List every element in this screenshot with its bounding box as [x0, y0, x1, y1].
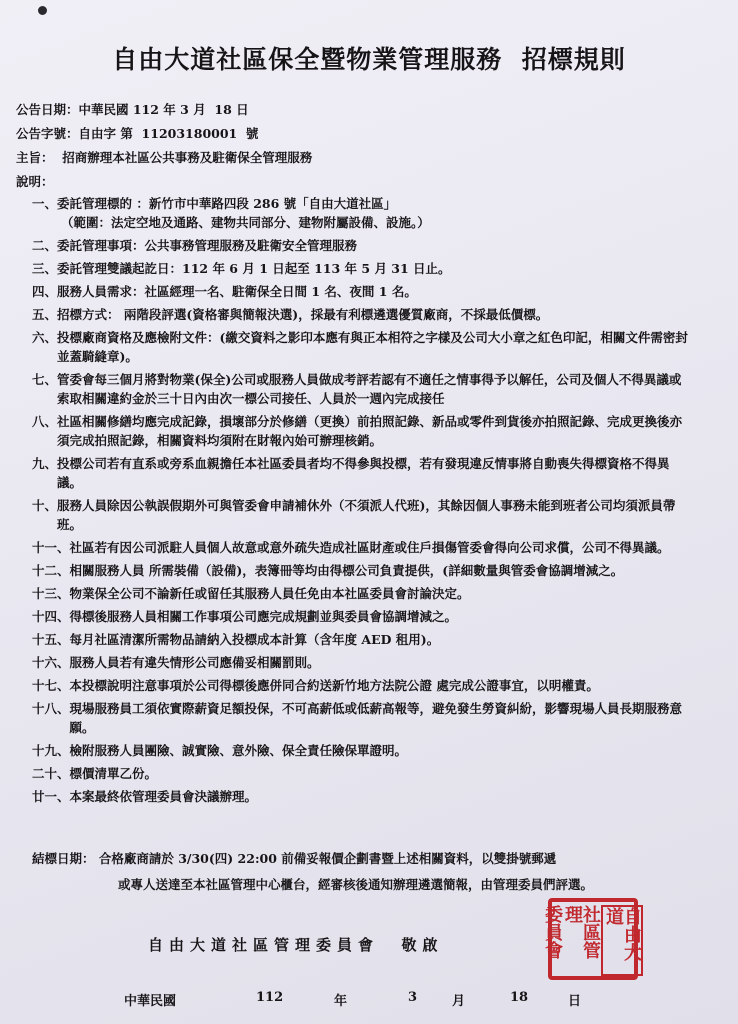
seal-column-3: 委員會	[542, 905, 563, 959]
item-text-main: 檢附服務人員團險、誠實險、意外險、保全責任險保單證明。	[69, 743, 408, 758]
footer-era: 中華民國	[124, 994, 177, 1009]
item-text-main: 委託管理雙議起訖日：112 年 6 月 1 日起至 113 年 5 月 31 日止。	[57, 261, 451, 276]
punch-hole-icon	[38, 6, 47, 15]
list-item	[32, 282, 692, 301]
seal-column-1: 自由大道	[601, 905, 643, 976]
committee-seal-stamp	[542, 898, 642, 980]
list-item	[32, 584, 692, 603]
item-number: 七、	[32, 372, 58, 387]
committee-signoff: 自由大道社區管理委員會 敬啟	[148, 936, 444, 954]
item-number: 十一、	[32, 540, 70, 555]
item-text-main: 委託管理標的 ：新竹市中華路四段 286 號「自由大道社區」	[57, 196, 397, 211]
item-text	[57, 194, 692, 232]
announce-date: 公告日期：中華民國 112 年 3 月 18 日	[16, 102, 249, 117]
list-item	[32, 630, 692, 649]
subject-line: 主旨： 招商辦理本社區公共事務及駐衛保全管理服務	[16, 150, 313, 165]
list-item	[32, 259, 692, 278]
item-text	[57, 370, 692, 408]
item-text	[70, 538, 692, 557]
item-number: 廿一、	[32, 789, 70, 804]
list-item	[32, 699, 692, 737]
item-number: 三、	[32, 261, 58, 276]
list-item	[32, 236, 692, 255]
item-text	[70, 699, 692, 737]
item-text	[57, 454, 692, 492]
list-item	[32, 194, 692, 232]
item-number: 九、	[32, 456, 58, 471]
list-item	[32, 496, 692, 534]
item-text-main: 投標公司若有直系或旁系血親擔任本社區委員者均不得參與投標，若有發現違反情事將自動喪失得標資格不得異議。	[57, 456, 670, 490]
item-text	[57, 328, 692, 366]
list-item	[32, 676, 692, 695]
document-title: 自由大道社區保全暨物業管理服務 招標規則	[112, 45, 626, 74]
item-text-main: 每月社區清潔所需物品請納入投標成本計算（含年度 AED 租用)。	[69, 632, 440, 647]
item-text	[70, 676, 692, 695]
item-number: 十四、	[32, 609, 70, 624]
item-text	[57, 412, 692, 450]
item-number: 十二、	[32, 563, 70, 578]
item-number: 十八、	[32, 701, 70, 716]
item-number: 二十、	[32, 766, 70, 781]
item-number: 八、	[32, 414, 58, 429]
item-text	[57, 305, 692, 324]
list-item	[32, 454, 692, 492]
item-text-main: 社區相關修繕均應完成記錄，損壞部分於修繕（更換）前拍照記錄、新品或零件到貨後亦拍照記錄、完成更換後亦須完成拍照記錄，相關資料均須附在財報內始可辦理核銷。	[57, 414, 683, 448]
item-number: 十五、	[32, 632, 70, 647]
item-number: 十、	[32, 498, 58, 513]
announce-number: 公告字號：自由字 第 11203180001 號	[16, 126, 259, 141]
item-text	[57, 236, 692, 255]
item-text	[70, 741, 692, 760]
item-text-main: 相關服務人員 所需裝備（設備)，表簿冊等均由得標公司負責提供，(詳細數量與管委會協調增減之。	[69, 563, 624, 578]
item-note: （範圍：法定空地及通路、建物共同部分、建物附屬設備、設施。）	[61, 215, 430, 230]
list-item	[32, 328, 692, 366]
item-text	[70, 764, 692, 783]
list-item	[32, 538, 692, 557]
list-item	[32, 787, 692, 806]
footer-year: 112	[256, 990, 284, 1005]
item-text	[57, 282, 692, 301]
list-item	[32, 370, 692, 408]
item-number: 二、	[32, 238, 58, 253]
item-text-main: 標價清單乙份。	[69, 766, 158, 781]
explanation-list	[32, 194, 692, 810]
item-text-main: 委託管理事項：公共事務管理服務及駐衛安全管理服務	[57, 238, 358, 253]
seal-column-2: 社區管理	[562, 905, 601, 959]
footer-month-unit: 月	[452, 994, 466, 1009]
closing-line-2: 或專人送達至本社區管理中心櫃台，經審核後通知辦理遴選簡報，由管理委員們評選。	[118, 877, 594, 892]
footer-day-unit: 日	[568, 994, 582, 1009]
item-text-main: 物業保全公司不論新任或留任其服務人員任免由本社區委員會討論決定。	[69, 586, 470, 601]
item-text	[57, 259, 692, 278]
footer-month: 3	[408, 990, 418, 1005]
list-item	[32, 305, 692, 324]
list-item	[32, 607, 692, 626]
item-text	[70, 630, 692, 649]
closing-line-1: 結標日期： 合格廠商請於 3/30(四) 22:00 前備妥報價企劃書暨上述相關資料，以雙掛號郵遞	[32, 851, 557, 866]
item-number: 十六、	[32, 655, 70, 670]
item-number: 四、	[32, 284, 58, 299]
item-number: 十九、	[32, 743, 70, 758]
list-item	[32, 741, 692, 760]
item-text-main: 服務人員除因公執誤假期外可與管委會申請補休外（不須派人代班)，其餘因個人事務未能到班者公司均須派員帶班。	[57, 498, 676, 532]
item-number: 十七、	[32, 678, 70, 693]
list-item	[32, 561, 692, 580]
item-text-main: 服務人員若有違失情形公司應備妥相關罰則。	[69, 655, 320, 670]
item-text-main: 得標後服務人員相關工作事項公司應完成規劃並與委員會協調增減之。	[69, 609, 458, 624]
item-text	[70, 584, 692, 603]
item-number: 五、	[32, 307, 58, 322]
item-text	[70, 561, 692, 580]
item-text-main: 本案最終依管理委員會決議辦理。	[69, 789, 258, 804]
footer-year-unit: 年	[334, 994, 348, 1009]
list-item	[32, 653, 692, 672]
item-text-main: 服務人員需求：社區經理一名、駐衛保全日間 1 名、夜間 1 名。	[57, 284, 417, 299]
closing-date-paragraph	[32, 846, 712, 898]
footer-day: 18	[510, 990, 529, 1005]
list-item	[32, 412, 692, 450]
item-text-main: 管委會每三個月將對物業(保全)公司或服務人員做成考評若認有不適任之情事得予以解任，公司及個人不得異議或索取相關違約金於三十日內由次一標公司接任、人員於一週內完成接任	[57, 372, 682, 406]
item-text-main: 投標廠商資格及應檢附文件：(繳交資料之影印本應有與正本相符之字樣及公司大小章之紅色印記，相關文件需密封並蓋騎縫章)。	[57, 330, 688, 364]
item-text-main: 招標方式： 兩階段評選(資格審與簡報決選)，採最有利標遴選優質廠商，不採最低價標。	[57, 307, 549, 322]
item-text	[70, 607, 692, 626]
item-text	[57, 496, 692, 534]
item-text-main: 本投標說明注意事項於公司得標後應併同合約送新竹地方法院公證 處完成公證事宜，以明權責。	[69, 678, 599, 693]
item-text-main: 社區若有因公司派駐人員個人故意或意外疏失造成社區財產或住戶損傷管委會得向公司求償，公司不得異議。	[69, 540, 670, 555]
item-text	[70, 653, 692, 672]
item-text	[70, 787, 692, 806]
item-text-main: 現場服務員工須依實際薪資足額投保，不可高薪低或低薪高報等，避免發生勞資糾紛，影響現場人員長期服務意願。	[69, 701, 683, 735]
explanation-label: 說明：	[16, 174, 54, 189]
item-number: 一、	[32, 196, 58, 211]
list-item	[32, 764, 692, 783]
item-number: 十三、	[32, 586, 70, 601]
item-number: 六、	[32, 330, 58, 345]
